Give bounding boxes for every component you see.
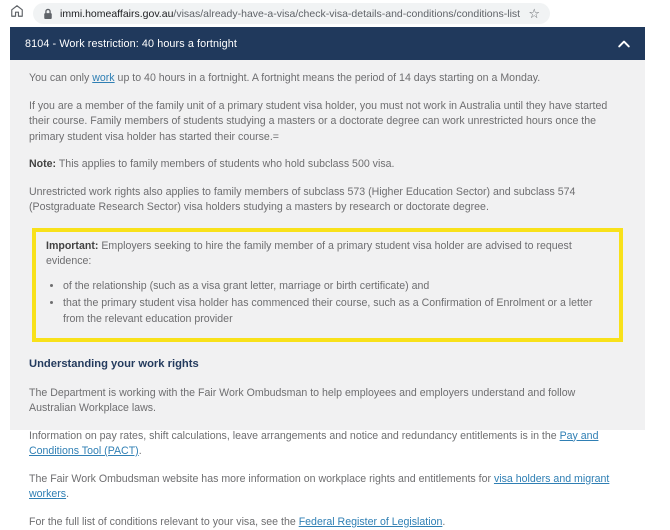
browser-bar [0, 0, 670, 27]
lock-icon [43, 8, 53, 20]
paragraph-family-unit: If you are a member of the family unit of a primary student visa holder, you must not work in Australia until they have started their course. Family members of students studying a masters or a doctorate degree can work unrestricted hours once the primary student visa holder has started their course.= [29, 99, 623, 146]
text-segment: You can only [29, 72, 92, 84]
section-heading-work-rights: Understanding your work rights [29, 357, 623, 373]
chevron-up-icon[interactable] [618, 40, 630, 48]
text-segment: up to 40 hours in a fortnight. A fortnight means the period of 14 days starting on a Monday. [115, 72, 541, 84]
text-segment: This applies to family members of students who hold subclass 500 visa. [56, 158, 394, 170]
paragraph-important [46, 239, 609, 270]
url-text [60, 8, 520, 20]
home-icon [10, 4, 24, 23]
address-bar[interactable] [33, 3, 550, 24]
important-highlight-box [32, 228, 623, 343]
text-segment: Information on pay rates, shift calculations, leave arrangements and notice and redundancy entitlements is in the [29, 430, 560, 442]
paragraph-work-limit [29, 71, 623, 87]
accordion-header-8104[interactable] [10, 27, 645, 60]
important-label: Important: [46, 240, 98, 252]
note-label: Note: [29, 158, 56, 170]
text-segment: The Fair Work Ombudsman website has more information on workplace rights and entitlements for [29, 473, 494, 485]
accordion-title: 8104 - Work restriction: 40 hours a fortnight [25, 38, 237, 50]
list-item: • that the primary student visa holder has commenced their course, such as a Confirmation of Enrolment or a letter from the relevant education provider [63, 296, 609, 327]
url-path: /visas/already-have-a-visa/check-visa-details-and-conditions/conditions-list [173, 8, 520, 20]
evidence-list [46, 279, 609, 328]
work-link[interactable]: work [92, 72, 114, 84]
paragraph-department: The Department is working with the Fair Work Ombudsman to help employees and employers understand and follow Australian Workplace laws. [29, 386, 623, 417]
list-item: • of the relationship (such as a visa grant letter, marriage or birth certificate) and [63, 279, 609, 295]
visa-holders-link[interactable]: visa holders and migrant workers [29, 473, 609, 501]
url-domain: immi.homeaffairs.gov.au [60, 8, 173, 20]
bookmark-star-icon[interactable]: ☆ [528, 7, 540, 20]
home-button[interactable] [8, 5, 26, 23]
paragraph-unrestricted: Unrestricted work rights also applies to family members of subclass 573 (Higher Education Sector) and subclass 574 (Postgraduate Research Sector) visa holders studying a masters by research or doctorate degree. [29, 185, 623, 216]
text-segment: . [442, 516, 445, 528]
text-segment: For the full list of conditions relevant to your visa, see the [29, 516, 299, 528]
accordion-content [10, 60, 645, 430]
pact-link[interactable]: Pay and Conditions Tool (PACT) [29, 430, 598, 458]
paragraph-fwo [29, 472, 623, 503]
federal-register-link[interactable]: Federal Register of Legislation [299, 516, 443, 528]
text-segment: . [66, 488, 69, 500]
text-segment: Employers seeking to hire the family member of a primary student visa holder are advised to request evidence: [46, 240, 572, 268]
paragraph-register [29, 515, 623, 530]
paragraph-note [29, 157, 623, 173]
text-segment: . [139, 445, 142, 457]
paragraph-pact [29, 429, 623, 460]
